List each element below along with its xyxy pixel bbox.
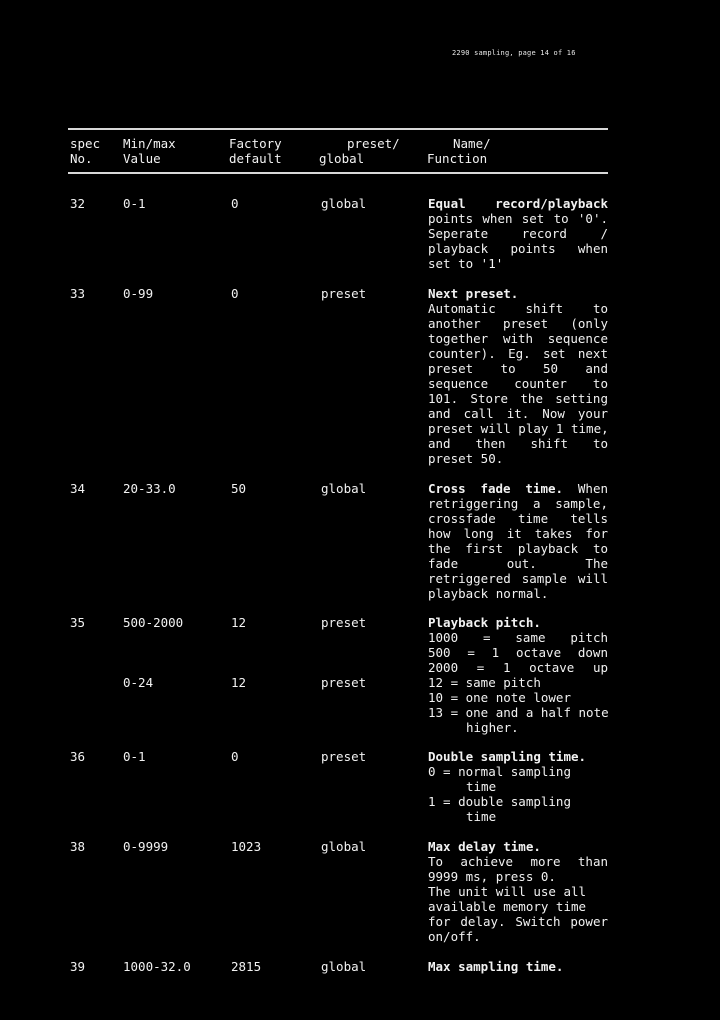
description-line: set to '1' <box>428 256 504 271</box>
description-line: sequence counter to <box>428 376 608 391</box>
description-line: 500 = 1 octave down <box>428 645 608 660</box>
description-line: To achieve more than <box>428 854 608 869</box>
function-title: Max sampling time. <box>428 959 564 974</box>
preset-global: preset <box>321 749 367 764</box>
description-line: time <box>466 809 497 824</box>
function-title: Max delay time. <box>428 839 541 854</box>
min-max-value: 500-2000 <box>123 615 184 630</box>
description-line: preset will play 1 time, <box>428 421 609 436</box>
spec-no: 38 <box>70 839 86 854</box>
preset-global: global <box>321 959 367 974</box>
description-line: points when set to '0'. <box>428 211 608 226</box>
description-line: fade out. The <box>428 556 608 571</box>
description-line: how long it takes for <box>428 526 608 541</box>
description-line: together with sequence <box>428 331 608 346</box>
description-line: preset to 50 and <box>428 361 608 376</box>
description-line: 101. Store the setting <box>428 391 608 406</box>
column-header-preset-global <box>319 136 400 166</box>
description-line: 13 = one and a half note <box>428 705 609 720</box>
column-header-min-max <box>123 136 176 166</box>
factory-default: 1023 <box>231 839 262 854</box>
function-title: Next preset. <box>428 286 519 301</box>
function-title-line <box>428 481 608 496</box>
column-header-factory-default <box>229 136 282 166</box>
function-description <box>428 959 608 974</box>
description-line: 0 = normal sampling <box>428 764 571 779</box>
description-line: 2000 = 1 octave up <box>428 660 608 675</box>
spec-no: 35 <box>70 615 86 630</box>
column-header-line: global <box>319 151 365 166</box>
preset-global-alt: preset <box>321 675 367 690</box>
min-max-value: 1000-32.0 <box>123 959 191 974</box>
description-line: The unit will use all <box>428 884 587 899</box>
min-max-value: 0-1 <box>123 196 146 211</box>
column-header-spec-no <box>70 136 100 166</box>
description-line: available memory time <box>428 899 587 914</box>
function-title: Cross fade time. <box>428 481 564 496</box>
column-header-line: No. <box>70 151 93 166</box>
description-line: 1 = double sampling <box>428 794 571 809</box>
column-header-line: spec <box>70 136 101 151</box>
function-description <box>428 286 608 466</box>
description-line: 12 = same pitch <box>428 675 541 690</box>
description-line: counter). Eg. set next <box>428 346 608 361</box>
min-max-value: 0-1 <box>123 749 146 764</box>
spec-no: 32 <box>70 196 86 211</box>
column-header-line: Factory <box>229 136 282 151</box>
spec-no: 36 <box>70 749 86 764</box>
description-line: Seperate record / <box>428 226 608 241</box>
factory-default: 2815 <box>231 959 262 974</box>
column-header-line: Min/max <box>123 136 176 151</box>
description-line: 9999 ms, press 0. <box>428 869 556 884</box>
min-max-value: 0-99 <box>123 286 154 301</box>
description-line: Automatic shift to <box>428 301 608 316</box>
min-max-value: 0-9999 <box>123 839 169 854</box>
function-description <box>428 749 608 824</box>
description-line: for delay. Switch power <box>428 914 608 929</box>
function-description <box>428 481 608 601</box>
preset-global: preset <box>321 615 367 630</box>
function-description <box>428 615 608 735</box>
spec-no: 33 <box>70 286 86 301</box>
description-line: crossfade time tells <box>428 511 608 526</box>
description-line: time <box>466 779 497 794</box>
page-header: 2290 sampling, page 14 of 16 <box>452 49 576 57</box>
function-title: Equal record/playback <box>428 196 608 211</box>
title-continuation: When <box>577 481 608 496</box>
description-line: and then shift to <box>428 436 608 451</box>
function-description <box>428 839 608 944</box>
description-line: higher. <box>466 720 519 735</box>
description-line: preset 50. <box>428 451 504 466</box>
function-title: Double sampling time. <box>428 749 587 764</box>
factory-default: 12 <box>231 615 247 630</box>
description-line: 10 = one note lower <box>428 690 571 705</box>
description-line: playback points when <box>428 241 608 256</box>
preset-global: global <box>321 481 367 496</box>
column-header-name-function <box>427 136 491 166</box>
preset-global: global <box>321 839 367 854</box>
description-line: and call it. Now your <box>428 406 608 421</box>
spec-no: 34 <box>70 481 86 496</box>
min-max-value: 20-33.0 <box>123 481 176 496</box>
factory-default-alt: 12 <box>231 675 247 690</box>
min-max-value-alt: 0-24 <box>123 675 154 690</box>
factory-default: 0 <box>231 286 239 301</box>
column-header-line: default <box>229 151 282 166</box>
column-header-line: preset/ <box>347 136 400 151</box>
factory-default: 0 <box>231 749 239 764</box>
description-line: on/off. <box>428 929 481 944</box>
description-line: retriggering a sample, <box>428 496 608 511</box>
description-line: retriggered sample will <box>428 571 608 586</box>
description-line: another preset (only <box>428 316 608 331</box>
column-header-line: Value <box>123 151 161 166</box>
description-line: playback normal. <box>428 586 549 601</box>
table-header-rule <box>68 172 608 174</box>
preset-global: preset <box>321 286 367 301</box>
factory-default: 0 <box>231 196 239 211</box>
table-top-rule <box>68 128 608 130</box>
description-line: 1000 = same pitch <box>428 630 608 645</box>
factory-default: 50 <box>231 481 247 496</box>
column-header-line: Function <box>427 151 488 166</box>
spec-no: 39 <box>70 959 86 974</box>
function-description <box>428 196 608 271</box>
description-line: the first playback to <box>428 541 608 556</box>
column-header-line: Name/ <box>453 136 491 151</box>
function-title: Playback pitch. <box>428 615 541 630</box>
preset-global: global <box>321 196 367 211</box>
